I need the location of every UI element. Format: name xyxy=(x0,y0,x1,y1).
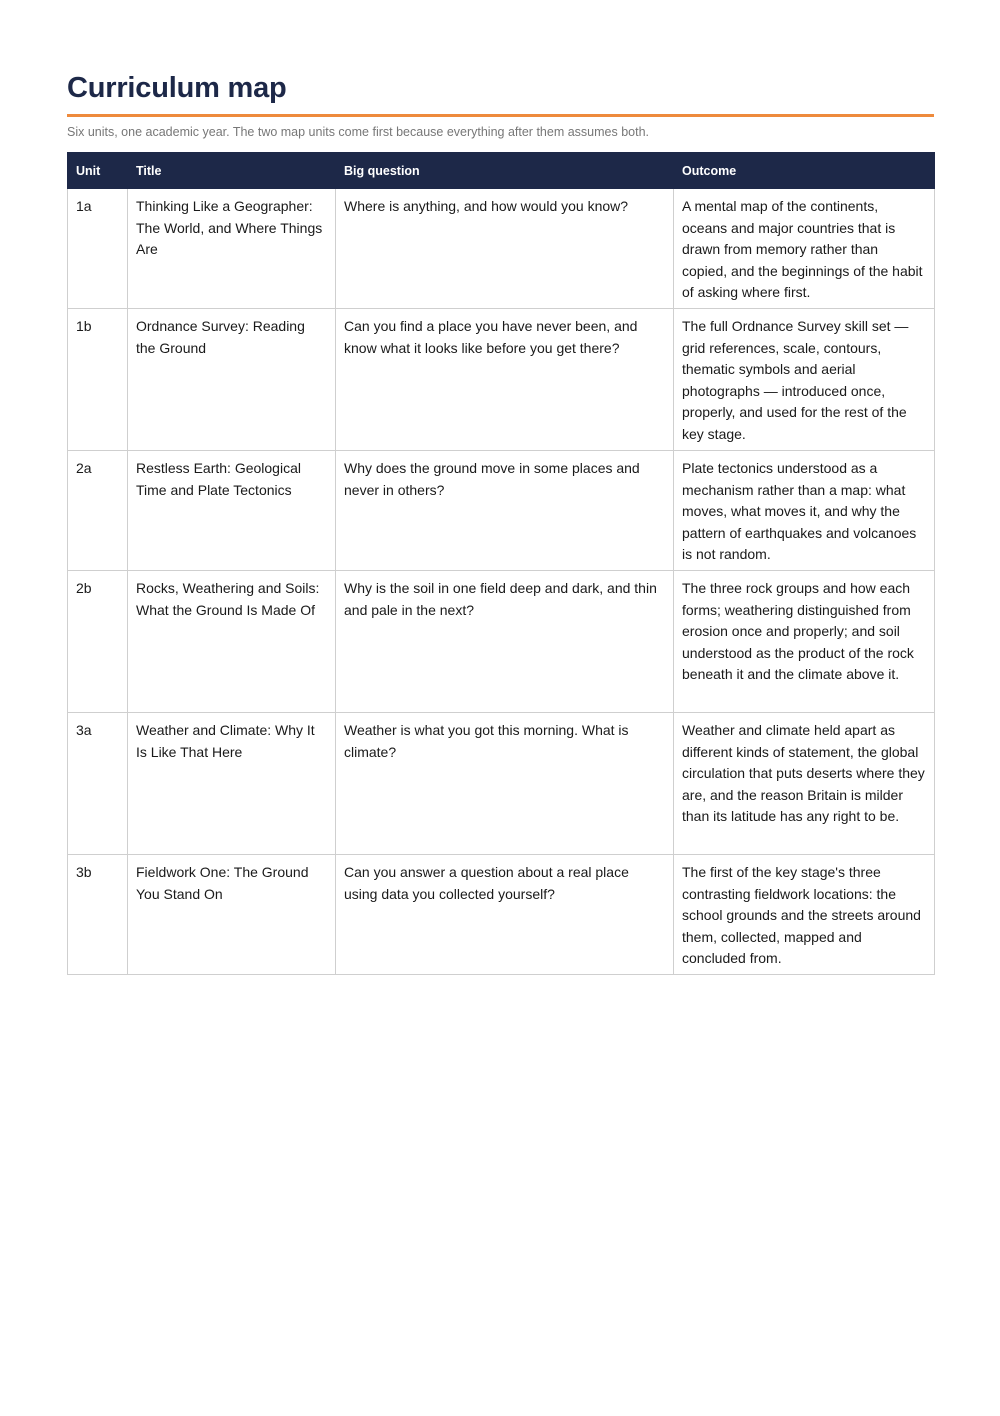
table-row xyxy=(68,450,935,570)
outcome-cell: A mental map of the continents, oceans and major countries that is drawn from memory rather than copied, and the beginnings of the habit of asking where first. xyxy=(674,189,935,309)
question-cell: Why does the ground move in some places and never in others? xyxy=(336,450,674,570)
unit-cell: 3b xyxy=(68,854,128,974)
table-row xyxy=(68,712,935,854)
table-row xyxy=(68,854,935,974)
question-cell: Where is anything, and how would you know? xyxy=(336,189,674,309)
title-underline xyxy=(67,114,934,117)
outcome-cell: The three rock groups and how each forms; weathering distinguished from erosion once and properly; and soil understood as the product of the rock beneath it and the climate above it. xyxy=(674,570,935,712)
unit-cell: 2b xyxy=(68,570,128,712)
title-cell: Thinking Like a Geographer: The World, and Where Things Are xyxy=(128,189,336,309)
unit-cell: 2a xyxy=(68,450,128,570)
header-title: Title xyxy=(128,153,336,189)
title-cell: Restless Earth: Geological Time and Plate Tectonics xyxy=(128,450,336,570)
document-page xyxy=(67,68,934,975)
title-cell: Weather and Climate: Why It Is Like That Here xyxy=(128,712,336,854)
question-cell: Can you find a place you have never been, and know what it looks like before you get there? xyxy=(336,308,674,450)
table-row xyxy=(68,308,935,450)
header-big-question: Big question xyxy=(336,153,674,189)
page-subtitle: Six units, one academic year. The two map units come first because everything after them assumes both. xyxy=(67,125,650,139)
table-row xyxy=(68,189,935,309)
outcome-cell: The first of the key stage's three contrasting fieldwork locations: the school grounds and the streets around them, collected, mapped and concluded from. xyxy=(674,854,935,974)
outcome-cell: Weather and climate held apart as different kinds of statement, the global circulation that puts deserts where they are, and the reason Britain is milder than its latitude has any right to be. xyxy=(674,712,935,854)
table-header-row xyxy=(68,153,935,189)
curriculum-table xyxy=(67,152,935,975)
header-outcome: Outcome xyxy=(674,153,935,189)
table-row xyxy=(68,570,935,712)
page-title: Curriculum map xyxy=(67,72,287,104)
unit-cell: 1a xyxy=(68,189,128,309)
unit-cell: 1b xyxy=(68,308,128,450)
question-cell: Why is the soil in one field deep and dark, and thin and pale in the next? xyxy=(336,570,674,712)
title-cell: Ordnance Survey: Reading the Ground xyxy=(128,308,336,450)
outcome-cell: Plate tectonics understood as a mechanism rather than a map: what moves, what moves it, and why the pattern of earthquakes and volcanoes is not random. xyxy=(674,450,935,570)
unit-cell: 3a xyxy=(68,712,128,854)
title-cell: Rocks, Weathering and Soils: What the Ground Is Made Of xyxy=(128,570,336,712)
question-cell: Can you answer a question about a real place using data you collected yourself? xyxy=(336,854,674,974)
question-cell: Weather is what you got this morning. What is climate? xyxy=(336,712,674,854)
outcome-cell: The full Ordnance Survey skill set — grid references, scale, contours, thematic symbols and aerial photographs — introduced once, properly, and used for the rest of the key stage. xyxy=(674,308,935,450)
header-unit: Unit xyxy=(68,153,128,189)
title-cell: Fieldwork One: The Ground You Stand On xyxy=(128,854,336,974)
